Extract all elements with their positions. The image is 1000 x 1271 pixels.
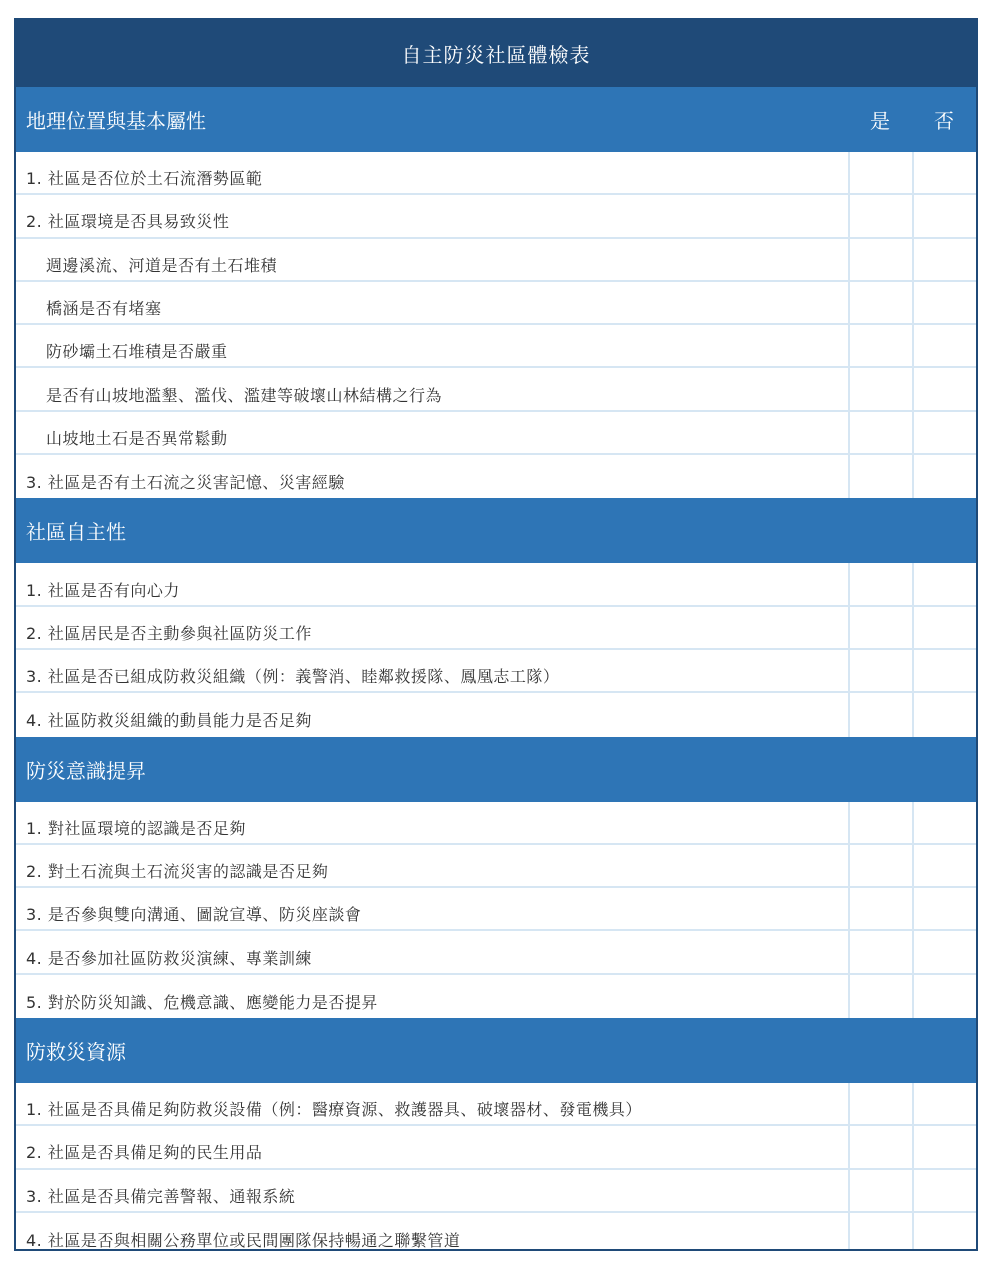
question-text: 4. 社區是否與相關公務單位或民間團隊保持暢通之聯繫管道 — [26, 1231, 461, 1251]
yes-check-cell[interactable] — [848, 975, 912, 1018]
table-row — [16, 1213, 976, 1251]
section-title: 防災意識提昇 — [26, 758, 146, 783]
table-row — [16, 152, 976, 195]
section-rows — [16, 1083, 976, 1251]
no-check-cell[interactable] — [912, 1170, 976, 1211]
question-text: 防砂壩土石堆積是否嚴重 — [46, 342, 228, 362]
yes-check-cell[interactable] — [848, 412, 912, 453]
no-check-cell[interactable] — [912, 802, 976, 843]
table-row — [16, 650, 976, 693]
yes-check-cell[interactable] — [848, 650, 912, 691]
section-rows — [16, 802, 976, 1018]
question-text: 1. 社區是否具備足夠防救災設備（例：醫療資源、救護器具、破壞器材、發電機具） — [26, 1100, 642, 1120]
table-row — [16, 239, 976, 282]
table-row — [16, 455, 976, 498]
yes-check-cell[interactable] — [848, 845, 912, 886]
yes-check-cell[interactable] — [848, 325, 912, 366]
question-text: 3. 社區是否具備完善警報、通報系統 — [26, 1186, 296, 1206]
no-check-cell[interactable] — [912, 650, 976, 691]
question-text: 2. 社區居民是否主動參與社區防災工作 — [26, 623, 312, 643]
yes-check-cell[interactable] — [848, 1126, 912, 1167]
section-title: 防救災資源 — [26, 1040, 126, 1065]
yes-check-cell[interactable] — [848, 931, 912, 972]
no-check-cell[interactable] — [912, 845, 976, 886]
table-row — [16, 412, 976, 455]
table-row — [16, 975, 976, 1018]
question-text: 2. 對土石流與土石流災害的認識是否足夠 — [26, 862, 329, 881]
section-rows — [16, 563, 976, 736]
table-row — [16, 195, 976, 238]
no-check-cell[interactable] — [912, 368, 976, 409]
table-row — [16, 563, 976, 606]
question-text: 3. 社區是否已組成防救災組織（例：義警消、睦鄰救援隊、鳳凰志工隊） — [26, 667, 560, 687]
yes-check-cell[interactable] — [848, 282, 912, 323]
no-check-cell[interactable] — [912, 152, 976, 193]
question-text: 2. 社區是否具備足夠的民生用品 — [26, 1143, 263, 1163]
no-check-cell[interactable] — [912, 931, 976, 972]
no-check-cell[interactable] — [912, 412, 976, 453]
table-row — [16, 888, 976, 931]
sections-container — [16, 87, 976, 1251]
no-check-cell[interactable] — [912, 888, 976, 929]
yes-check-cell[interactable] — [848, 607, 912, 648]
table-row — [16, 282, 976, 325]
table-row — [16, 1126, 976, 1169]
yes-check-cell[interactable] — [848, 1213, 912, 1251]
section-rows — [16, 152, 976, 498]
section-title: 地理位置與基本屬性 — [26, 109, 206, 133]
yes-check-cell[interactable] — [848, 563, 912, 604]
table-row — [16, 1170, 976, 1213]
question-text: 山坡地土石是否異常鬆動 — [46, 428, 228, 448]
table-row — [16, 693, 976, 736]
yes-check-cell[interactable] — [848, 455, 912, 498]
yes-check-cell[interactable] — [848, 1170, 912, 1211]
section-header — [16, 87, 976, 152]
yes-check-cell[interactable] — [848, 195, 912, 236]
table-row — [16, 368, 976, 411]
question-text: 3. 是否參與雙向溝通、圖說宣導、防災座談會 — [26, 905, 362, 925]
no-check-cell[interactable] — [912, 1083, 976, 1124]
no-check-cell[interactable] — [912, 693, 976, 736]
section-header — [16, 1018, 976, 1083]
no-check-cell[interactable] — [912, 195, 976, 236]
yes-check-cell[interactable] — [848, 888, 912, 929]
no-check-cell[interactable] — [912, 239, 976, 280]
table-row — [16, 802, 976, 845]
no-check-cell[interactable] — [912, 325, 976, 366]
no-check-cell[interactable] — [912, 1213, 976, 1251]
column-header-no: 否 — [934, 109, 954, 133]
table-row — [16, 607, 976, 650]
yes-check-cell[interactable] — [848, 1083, 912, 1124]
table-title: 自主防災社區體檢表 — [16, 20, 976, 87]
question-text: 4. 社區防救災組織的動員能力是否足夠 — [26, 711, 312, 731]
question-text: 2. 社區環境是否具易致災性 — [26, 212, 230, 232]
checklist-table — [14, 18, 978, 1251]
question-text: 是否有山坡地濫墾、濫伐、濫建等破壞山林結構之行為 — [46, 385, 443, 405]
yes-check-cell[interactable] — [848, 239, 912, 280]
table-row — [16, 325, 976, 368]
question-text: 1. 社區是否位於土石流潛勢區範 — [26, 169, 263, 189]
column-header-yes: 是 — [870, 109, 890, 133]
yes-check-cell[interactable] — [848, 802, 912, 843]
question-text: 4. 是否參加社區防救災演練、專業訓練 — [26, 948, 312, 968]
question-text: 1. 對社區環境的認識是否足夠 — [26, 818, 246, 838]
question-text: 1. 社區是否有向心力 — [26, 580, 180, 600]
question-text: 橋涵是否有堵塞 — [46, 299, 162, 319]
no-check-cell[interactable] — [912, 1126, 976, 1167]
no-check-cell[interactable] — [912, 282, 976, 323]
question-text: 週邊溪流、河道是否有土石堆積 — [46, 255, 278, 275]
yes-check-cell[interactable] — [848, 693, 912, 736]
question-text: 3. 社區是否有土石流之災害記憶、災害經驗 — [26, 473, 345, 493]
yes-check-cell[interactable] — [848, 368, 912, 409]
section-header — [16, 498, 976, 563]
section-title: 社區自主性 — [26, 520, 126, 545]
section-header — [16, 737, 976, 802]
question-text: 5. 對於防災知識、危機意識、應變能力是否提昇 — [26, 992, 378, 1012]
no-check-cell[interactable] — [912, 607, 976, 648]
no-check-cell[interactable] — [912, 975, 976, 1018]
table-row — [16, 1083, 976, 1126]
no-check-cell[interactable] — [912, 563, 976, 604]
yes-check-cell[interactable] — [848, 152, 912, 193]
no-check-cell[interactable] — [912, 455, 976, 498]
table-row — [16, 845, 976, 888]
table-row — [16, 931, 976, 974]
